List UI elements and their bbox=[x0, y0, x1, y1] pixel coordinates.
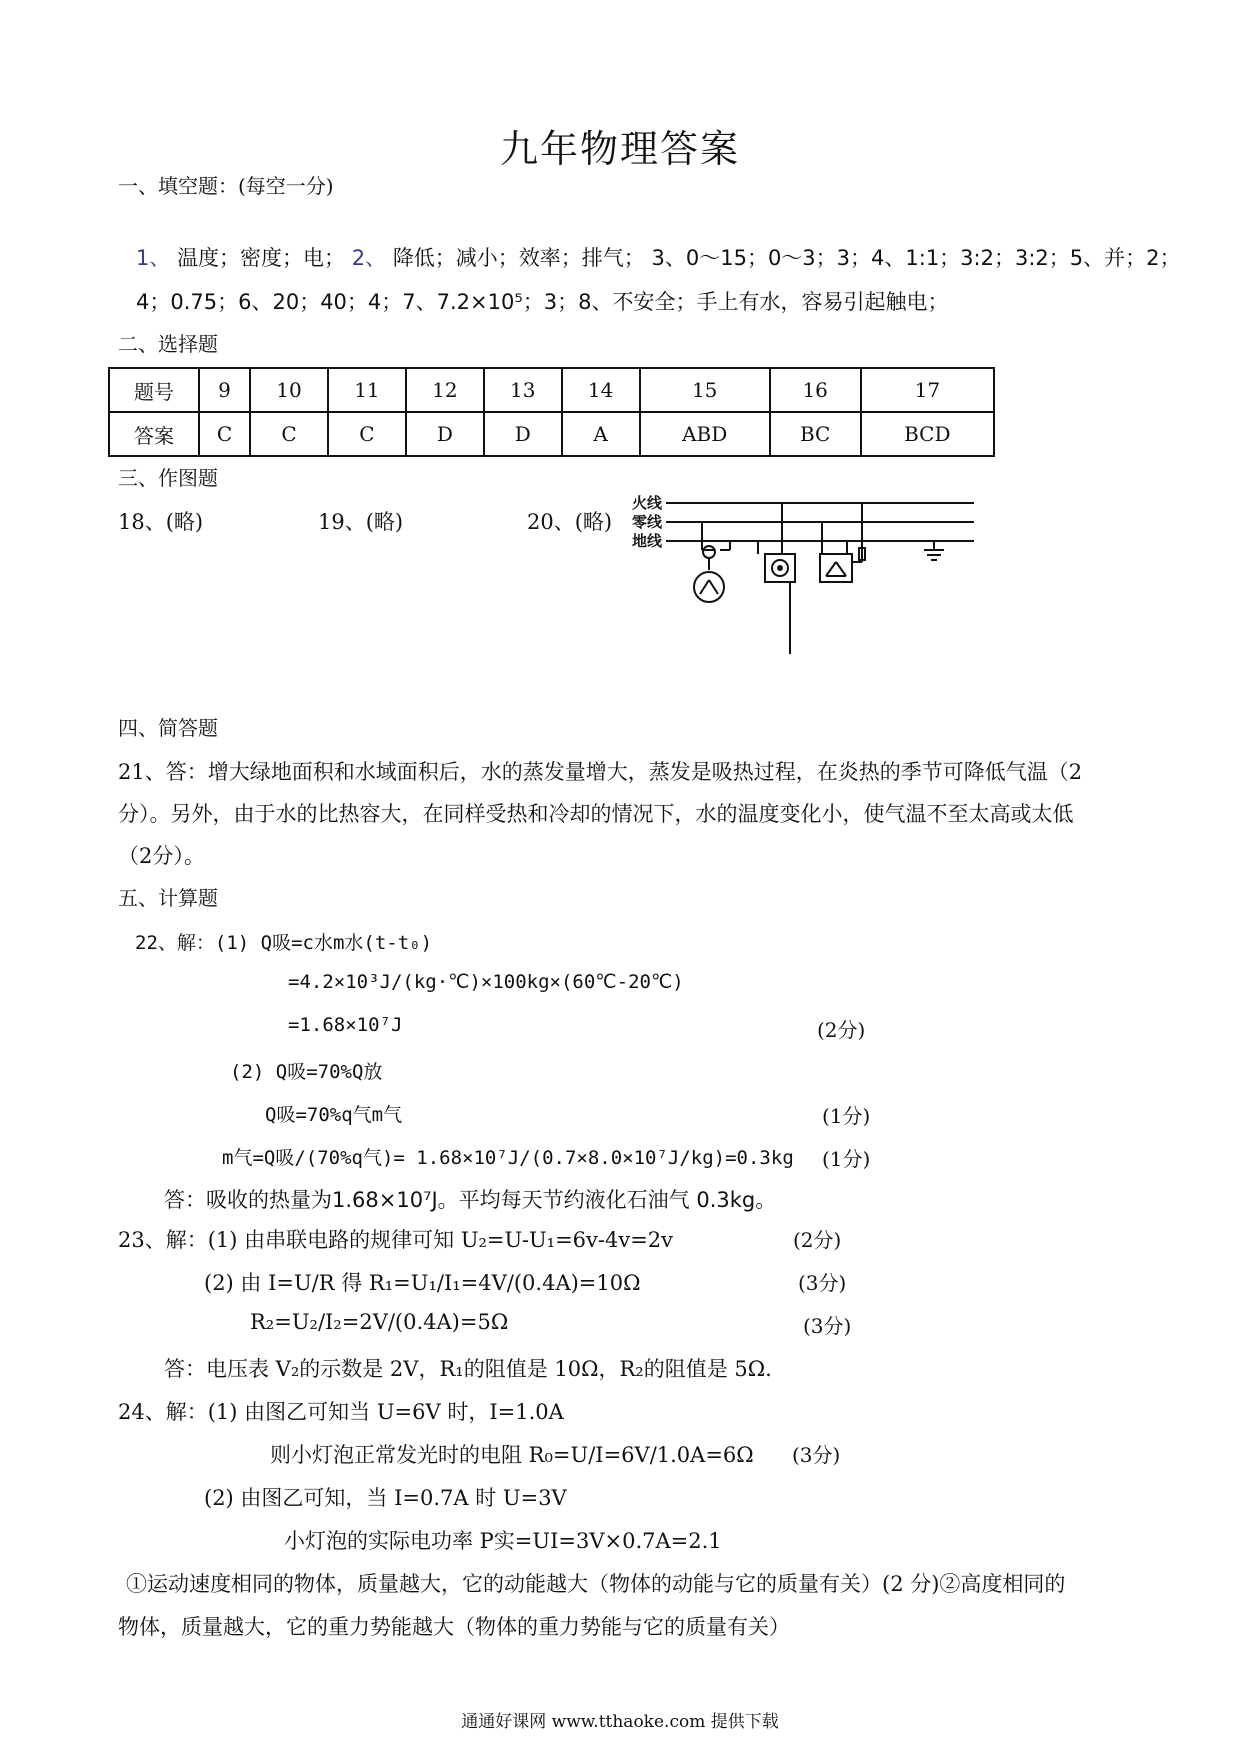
section-drawing-heading: 三、作图题 bbox=[118, 466, 218, 490]
q22-line1: 22、解：(1) Q吸=c水m水(t-t₀) bbox=[135, 932, 433, 954]
table-cell: 9 bbox=[199, 368, 250, 412]
q23-score2: (3分) bbox=[798, 1271, 847, 1295]
table-cell: C bbox=[328, 412, 406, 456]
q22-line4: (2) Q吸=70%Q放 bbox=[230, 1061, 383, 1083]
section-fill-blank-heading: 一、填空题：(每空一分) bbox=[118, 174, 334, 198]
q22-score2: (1分) bbox=[822, 1104, 871, 1128]
table-row-numbers bbox=[109, 368, 994, 412]
q24-line2: 则小灯泡正常发光时的电阻 R₀=U/I=6V/1.0A=6Ω bbox=[270, 1443, 754, 1467]
q22-score3: (1分) bbox=[822, 1147, 871, 1171]
extra-line2: 物体，质量越大，它的重力势能越大（物体的重力势能与它的质量有关） bbox=[118, 1615, 790, 1639]
table-cell: C bbox=[250, 412, 328, 456]
table-cell: D bbox=[484, 412, 562, 456]
q19-text: 19、(略) bbox=[318, 510, 404, 534]
table-cell: 17 bbox=[861, 368, 994, 412]
q23-line1: 23、解：(1) 由串联电路的规律可知 U₂=U-U₁=6v-4v=2v bbox=[118, 1228, 674, 1252]
q22-answer: 答：吸收的热量为1.68×10⁷J。平均每天节约液化石油气 0.3kg。 bbox=[164, 1188, 777, 1212]
table-cell: C bbox=[199, 412, 250, 456]
section-calc-heading: 五、计算题 bbox=[118, 886, 218, 910]
fill-answers-line2: 4；0.75；6、20；40；4；7、7.2×10⁵；3；8、不安全；手上有水，容易引起触电； bbox=[136, 290, 949, 314]
table-cell: 12 bbox=[406, 368, 484, 412]
fill-answers-line1 bbox=[136, 242, 1181, 272]
table-cell: 14 bbox=[562, 368, 640, 412]
section-choice-heading: 二、选择题 bbox=[118, 332, 218, 356]
table-cell: 10 bbox=[250, 368, 328, 412]
q21-line3: （2分）。 bbox=[118, 844, 205, 868]
table-cell: 13 bbox=[484, 368, 562, 412]
table-cell: D bbox=[406, 412, 484, 456]
lamp-holder bbox=[703, 546, 715, 558]
q24-line3: (2) 由图乙可知，当 I=0.7A 时 U=3V bbox=[204, 1486, 567, 1510]
wire-label-live: 火线 bbox=[632, 494, 663, 512]
lamp-icon bbox=[694, 572, 724, 602]
table-cell: BCD bbox=[861, 412, 994, 456]
q23-line2: (2) 由 I=U/R 得 R₁=U₁/I₁=4V/(0.4A)=10Ω bbox=[204, 1271, 641, 1295]
q23-score1: (2分) bbox=[793, 1228, 842, 1252]
fill-q2-num: 2、 bbox=[351, 246, 387, 270]
household-circuit-diagram bbox=[622, 490, 982, 660]
q20-text: 20、(略) bbox=[527, 510, 613, 534]
q22-line6: m气=Q吸/(70%q气)= 1.68×10⁷J/(0.7×8.0×10⁷J/kg)=0.3kg bbox=[222, 1147, 794, 1169]
fill-q3-text: 3、0～15；0～3；3；4、1:1；3:2；3:2；5、并；2； bbox=[651, 246, 1181, 270]
table-cell: 15 bbox=[640, 368, 770, 412]
fill-q1-num: 1、 bbox=[136, 246, 171, 270]
page-title: 九年物理答案 bbox=[499, 127, 740, 171]
q21-line1: 21、答：增大绿地面积和水域面积后，水的蒸发量增大，蒸发是吸热过程，在炎热的季节可降低气温（2 bbox=[118, 760, 1083, 784]
q24-line4: 小灯泡的实际电功率 P实=UI=3V×0.7A=2.1 bbox=[284, 1529, 722, 1553]
three-hole-socket bbox=[820, 554, 852, 582]
table-row-answers bbox=[109, 412, 994, 456]
q22-score1: (2分) bbox=[817, 1018, 866, 1042]
q23-answer: 答：电压表 V₂的示数是 2V，R₁的阻值是 10Ω，R₂的阻值是 5Ω. bbox=[164, 1357, 772, 1381]
fill-q2-text: 降低；减小；效率；排气； bbox=[392, 246, 645, 270]
row-label-number: 题号 bbox=[109, 368, 199, 412]
table-cell: 16 bbox=[770, 368, 861, 412]
table-cell: A bbox=[562, 412, 640, 456]
table-cell: BC bbox=[770, 412, 861, 456]
choice-answer-table bbox=[108, 367, 995, 457]
q24-score1: (3分) bbox=[792, 1443, 841, 1467]
extra-line1: ①运动速度相同的物体，质量越大，它的动能越大（物体的动能与它的质量有关）(2 分)②高度相同的 bbox=[126, 1572, 1066, 1596]
section-short-answer-heading: 四、简答题 bbox=[118, 716, 218, 740]
wire-label-ground: 地线 bbox=[632, 532, 663, 550]
footer-credit: 通通好课网 www.tthaoke.com 提供下载 bbox=[461, 1712, 779, 1732]
row-label-answer: 答案 bbox=[109, 412, 199, 456]
q22-line5: Q吸=70%q气m气 bbox=[265, 1104, 403, 1126]
table-cell: 11 bbox=[328, 368, 406, 412]
table-cell: ABD bbox=[640, 412, 770, 456]
wire-label-neutral: 零线 bbox=[632, 513, 663, 531]
q22-line2: =4.2×10³J/(kg·℃)×100kg×(60℃-20℃) bbox=[288, 971, 684, 993]
fill-q1-text: 温度；密度；电； bbox=[177, 246, 346, 270]
q18-text: 18、(略) bbox=[118, 510, 204, 534]
q24-line1: 24、解：(1) 由图乙可知当 U=6V 时，I=1.0A bbox=[118, 1400, 564, 1424]
q23-score3: (3分) bbox=[803, 1314, 852, 1338]
q21-line2: 分）。另外，由于水的比热容大，在同样受热和冷却的情况下，水的温度变化小，使气温不至太高或太低 bbox=[118, 802, 1074, 826]
q22-line3: =1.68×10⁷J bbox=[288, 1014, 403, 1036]
q23-line3: R₂=U₂/I₂=2V/(0.4A)=5Ω bbox=[250, 1310, 509, 1334]
